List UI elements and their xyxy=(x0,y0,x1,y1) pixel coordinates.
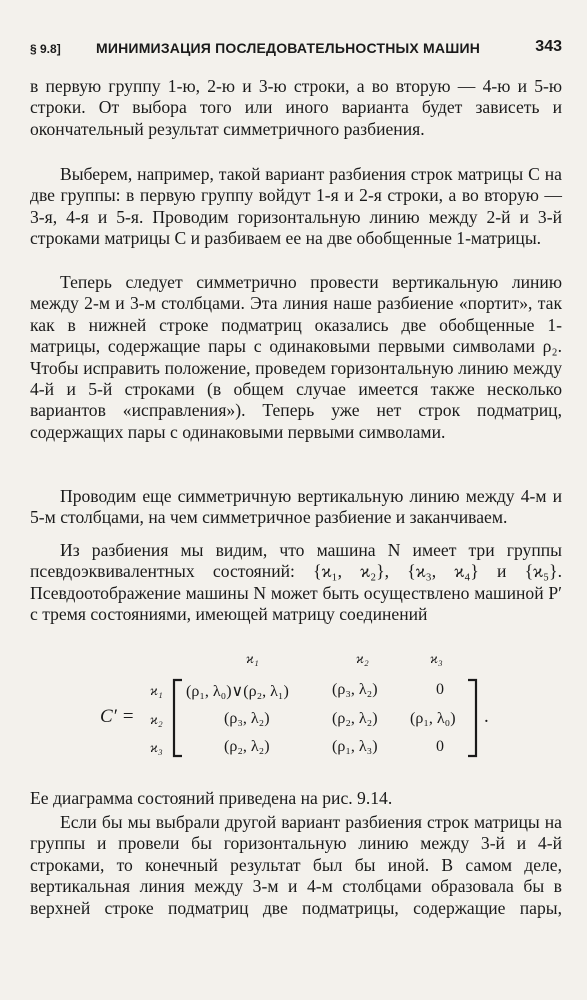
col-header: ϰ₃ xyxy=(430,652,443,667)
matrix-cell: (ρ₃, λ₂) xyxy=(332,681,378,698)
page-number: 343 xyxy=(535,38,562,55)
row-header: ϰ₂ xyxy=(150,713,163,728)
paragraph-2: Выберем, например, такой вариант разбиения строк матрицы C на две группы: в первую группу войдут 1-я и 2-я строки, а во вторую — 3-я, 4-я и 5-я. Проводим горизонтальную линию между 2-й и 3-й строками матрицы C и разбиваем ее на две обобщенные 1-матрицы. xyxy=(30,164,562,249)
matrix-cell: (ρ₃, λ₂) xyxy=(224,710,270,727)
paragraph-1: в первую группу 1-ю, 2-ю и 3-ю строки, а во вторую — 4-ю и 5-ю строки. От выбора того или иного варианта будет зависеть и окончательный результат симметричного разбиения. xyxy=(30,76,562,139)
matrix-cell: (ρ₂, λ₂) xyxy=(332,710,378,727)
paragraph-4: Проводим еще симметричную вертикальную линию между 4-м и 5-м столбцами, на чем симметричное разбиение и заканчиваем. xyxy=(30,486,562,528)
row-header: ϰ₁ xyxy=(150,684,163,699)
right-bracket xyxy=(466,678,480,758)
col-header: ϰ₁ xyxy=(246,652,259,667)
paragraph-5: Из разбиения мы видим, что машина N имеет три группы псевдоэквивалентных состояний: {ϰ₁, ϰ₂}, {ϰ₃, ϰ₄} и {ϰ₅}. Псевдоотображение машины N может быть осуществлено машиной P′ с тремя состояниями, имеющей матрицу соединений xyxy=(30,540,562,625)
paragraph-6: Ее диаграмма состояний приведена на рис. 9.14. xyxy=(30,788,393,808)
matrix-cell: 0 xyxy=(436,738,444,755)
connection-matrix xyxy=(0,650,587,770)
running-header xyxy=(30,38,562,60)
col-header: ϰ₂ xyxy=(356,652,369,667)
matrix-cell: 0 xyxy=(436,681,444,698)
row-header: ϰ₃ xyxy=(150,741,163,756)
chapter-title: МИНИМИЗАЦИЯ ПОСЛЕДОВАТЕЛЬНОСТНЫХ МАШИН xyxy=(96,40,481,56)
matrix-cell: (ρ₁, λ₃) xyxy=(332,738,378,755)
left-bracket xyxy=(170,678,184,758)
section-number: § 9.8] xyxy=(30,42,61,56)
matrix-cell: (ρ₂, λ₂) xyxy=(224,738,270,755)
matrix-label: C′ = xyxy=(100,706,135,727)
paragraph-7: Если бы мы выбрали другой вариант разбиения строк матрицы на группы и провели бы горизонтальную линию между 3-й и 4-й строками, то конечный результат был бы иной. В самом деле, вертикальная линия между 3-м и 4-м столбцами образовала бы в верхней строке подматриц две подматрицы, содержащие пары, xyxy=(30,812,562,918)
paragraph-3: Теперь следует симметрично провести вертикальную линию между 2-м и 3-м столбцами. Эта линия наше разбиение «портит», так как в нижней строке подматриц оказались две обобщенные 1-матрицы, содержащие пары с одинаковыми первыми символами ρ₂. Чтобы исправить положение, проведем горизонтальную линию между 4-й и 5-й строками (в общем случае имеется также несколько вариантов «исправления»). Теперь уже нет строк подматриц, содержащих пары с одинаковыми первыми символами. xyxy=(30,272,562,442)
matrix-cell: (ρ₁, λ₀)∨(ρ₂, λ₁) xyxy=(186,683,289,700)
matrix-cell: (ρ₁, λ₀) xyxy=(410,710,456,727)
matrix-terminator: . xyxy=(484,706,489,727)
